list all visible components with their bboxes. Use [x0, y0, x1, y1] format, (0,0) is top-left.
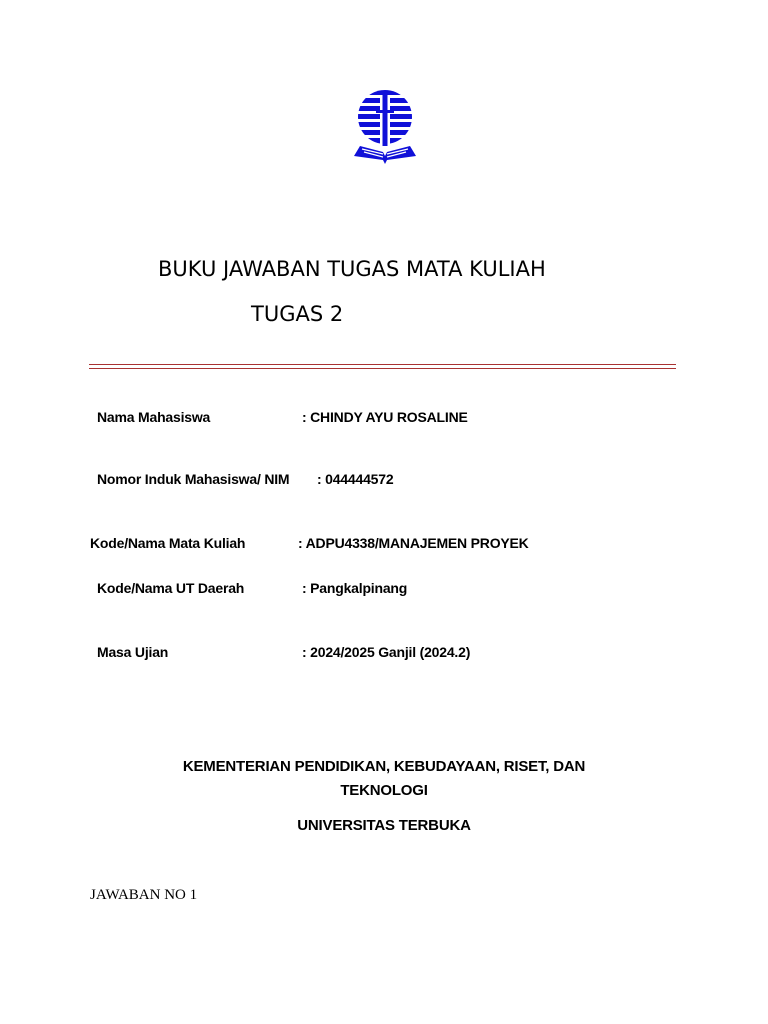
field-value-name: : CHINDY AYU ROSALINE — [302, 409, 468, 425]
field-label-name: Nama Mahasiswa — [97, 409, 211, 425]
divider-line — [89, 364, 676, 365]
ministry-name-line2: TEKNOLOGI — [340, 782, 428, 799]
answer-heading: JAWABAN NO 1 — [90, 887, 198, 903]
university-logo-icon — [352, 90, 418, 166]
field-label-course: Kode/Nama Mata Kuliah — [90, 535, 246, 551]
document-subtitle: TUGAS 2 — [251, 302, 344, 326]
field-label-exam-period: Masa Ujian — [97, 644, 169, 660]
field-value-nim: : 044444572 — [317, 471, 394, 487]
university-name: UNIVERSITAS TERBUKA — [297, 817, 471, 834]
field-value-exam-period: : 2024/2025 Ganjil (2024.2) — [302, 644, 471, 660]
field-label-ut-region: Kode/Nama UT Daerah — [97, 580, 245, 596]
field-value-course: : ADPU4338/MANAJEMEN PROYEK — [298, 535, 529, 551]
document-title: BUKU JAWABAN TUGAS MATA KULIAH — [158, 257, 546, 281]
field-value-ut-region: : Pangkalpinang — [302, 580, 408, 596]
divider-line — [89, 368, 676, 369]
ministry-name-line1: KEMENTERIAN PENDIDIKAN, KEBUDAYAAN, RISET, DAN — [182, 758, 586, 775]
field-label-nim: Nomor Induk Mahasiswa/ NIM — [97, 471, 290, 487]
